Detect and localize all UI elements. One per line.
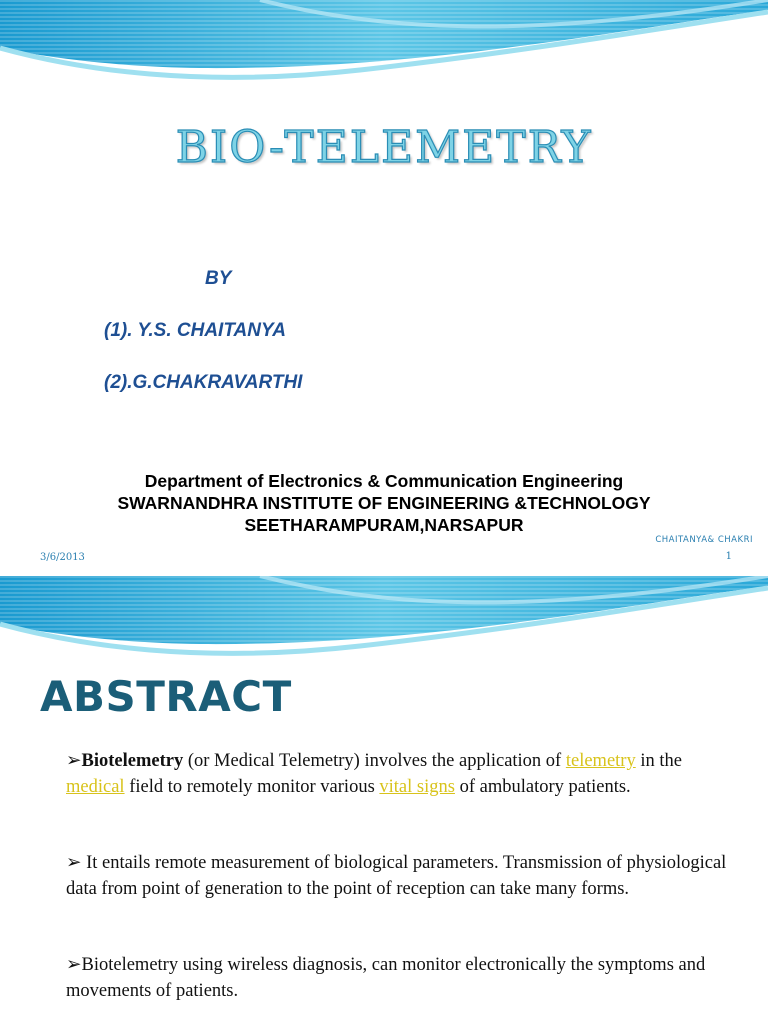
bullet-arrow-icon: ➢ <box>66 751 82 771</box>
paragraph-text: field to remotely monitor various <box>124 777 380 797</box>
top-wave-decoration <box>0 0 768 90</box>
by-label: BY <box>205 268 232 289</box>
paragraph-text: (or Medical Telemetry) involves the application of <box>183 751 566 771</box>
abstract-title: ABSTRACT <box>40 672 292 721</box>
telemetry-link[interactable]: telemetry <box>565 751 636 771</box>
abstract-slide <box>0 576 768 1024</box>
slide-date: 3/6/2013 <box>40 552 85 563</box>
paragraph-text: in the <box>635 751 682 771</box>
vital-signs-link[interactable]: vital signs <box>379 777 455 797</box>
top-wave-decoration <box>0 576 768 666</box>
slide-number: 1 <box>725 551 732 562</box>
footer-authors: CHAITANYA& CHAKRI <box>655 535 753 545</box>
abstract-paragraph-1 <box>66 748 736 800</box>
author-1: (1). Y.S. CHAITANYA <box>104 320 286 341</box>
medical-link[interactable]: medical <box>66 777 125 797</box>
abstract-paragraph-3: ➢Biotelemetry using wireless diagnosis, can monitor electronically the symptoms and movements of patients. <box>66 955 706 1001</box>
institute-name: SWARNANDHRA INSTITUTE OF ENGINEERING &TECHNOLOGY <box>117 493 651 513</box>
department-name: Department of Electronics & Communication Engineering <box>144 471 624 491</box>
abstract-paragraph-2: ➢ It entails remote measurement of biological parameters. Transmission of physiological data from point of generation to the point of reception can take many forms. <box>66 853 727 899</box>
paragraph-text: of ambulatory patients. <box>454 777 631 797</box>
author-2: (2).G.CHAKRAVARTHI <box>104 372 303 393</box>
institute-location: SEETHARAMPURAM,NARSAPUR <box>244 515 524 535</box>
slide-title: BIO-TELEMETRY <box>175 122 593 173</box>
biotelemetry-term: Biotelemetry <box>81 751 184 771</box>
